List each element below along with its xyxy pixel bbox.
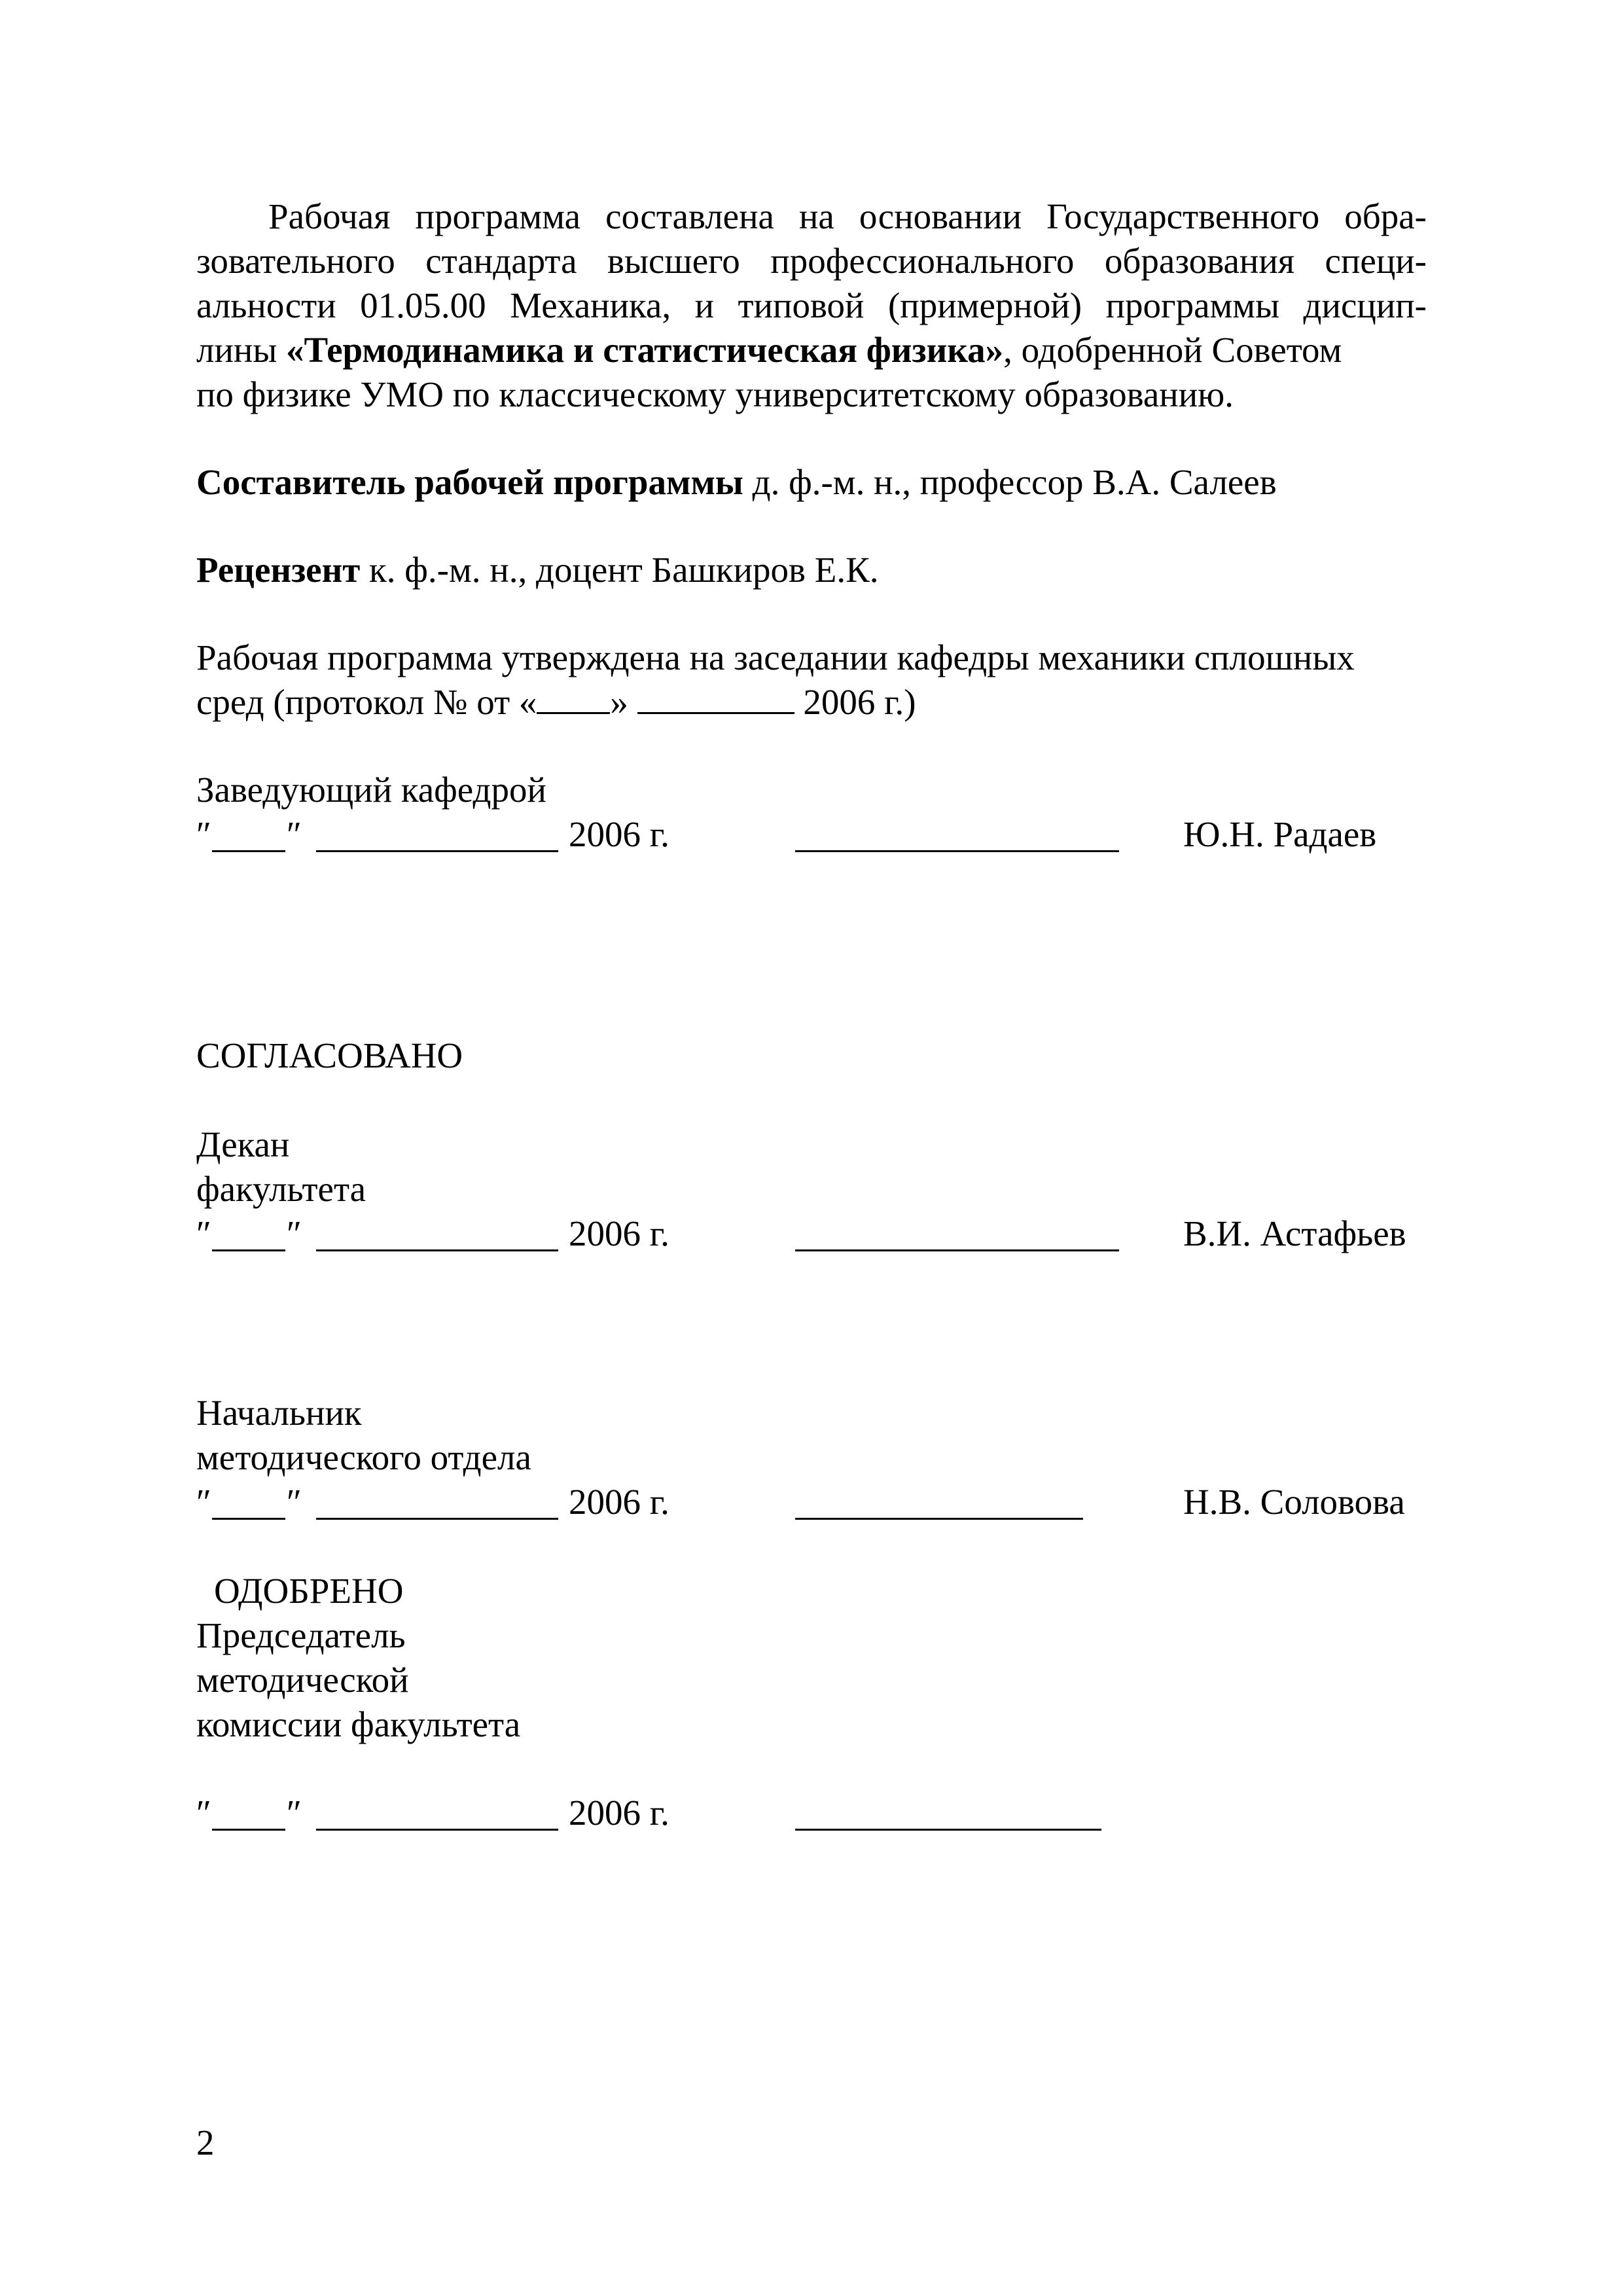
head-of-dept-name: Ю.Н. Радаев	[1183, 814, 1377, 854]
date-month-blank	[316, 1249, 558, 1251]
dean-title-line-2: факультета	[196, 1169, 366, 1209]
date-quote-close: ″	[287, 1482, 302, 1522]
approval-line-1: Рабочая программа утверждена на заседании кафедры механики сплошных	[196, 637, 1355, 677]
intro-line-3: альности 01.05.00 Механика, и типовой (примерной) программы дисцип-	[196, 285, 1427, 325]
intro-line-4-end: , одобренной Советом	[1003, 330, 1342, 370]
compiler-line	[196, 460, 1277, 505]
intro-line-4-start: лины «Термодинамика и статистическая физика», одобренной Советом	[196, 330, 1342, 370]
methods-head-title-line-1: Начальник	[196, 1393, 362, 1433]
approved-signature-row	[0, 1791, 1623, 1835]
dean-signature-row	[0, 1211, 1623, 1256]
date-day-blank	[212, 1518, 285, 1520]
signature-blank	[795, 850, 1119, 852]
intro-line-1: Рабочая программа составлена на основании Государственного обра-	[268, 196, 1427, 236]
date-year: 2006 г.	[569, 1482, 669, 1522]
methods-head-name: Н.В. Соловова	[1183, 1482, 1405, 1522]
approved-title-line-1: Председатель	[196, 1615, 406, 1655]
intro-line-5: по физике УМО по классическому университетскому образованию.	[196, 374, 1234, 414]
discipline-title: «Термодинамика и статистическая физика»	[286, 330, 1004, 370]
head-of-dept-signature-row	[0, 812, 1623, 857]
approved-title-line-3: комиссии факультета	[196, 1704, 521, 1744]
dean-title-line-1: Декан	[196, 1124, 290, 1164]
approval-line-2	[196, 680, 916, 725]
signature-blank	[795, 1518, 1083, 1520]
compiler-text: д. ф.-м. н., профессор В.А. Салеев	[743, 462, 1277, 502]
protocol-day-blank	[537, 681, 610, 714]
methods-head-signature-row	[0, 1480, 1623, 1524]
date-quote-open: ″	[196, 814, 211, 854]
approval-protocol-text: сред (протокол № от «	[196, 682, 537, 722]
methods-head-title-line-2: методического отдела	[196, 1437, 531, 1477]
date-month-blank	[316, 850, 558, 852]
signature-blank	[795, 1829, 1101, 1831]
date-day-blank	[212, 1829, 285, 1831]
dean-name: В.И. Астафьев	[1183, 1213, 1406, 1253]
page-number: 2	[196, 2123, 215, 2162]
head-of-dept-title: Заведующий кафедрой	[196, 770, 546, 810]
approved-title-line-2: методической	[196, 1660, 409, 1700]
date-day-blank	[212, 850, 285, 852]
intro-line-2: зовательного стандарта высшего профессионального образования специ-	[196, 241, 1427, 281]
approval-year: 2006 г.)	[803, 682, 916, 722]
date-year: 2006 г.	[569, 1213, 669, 1253]
date-day-blank	[212, 1249, 285, 1251]
approved-heading: ОДОБРЕНО	[214, 1571, 404, 1611]
intro-line-4	[196, 328, 1427, 372]
reviewer-line	[196, 548, 879, 592]
date-year: 2006 г.	[569, 1793, 669, 1833]
date-year: 2006 г.	[569, 814, 669, 854]
date-quote-open: ″	[196, 1482, 211, 1522]
date-quote-open: ″	[196, 1213, 211, 1253]
date-quote-close: ″	[287, 1213, 302, 1253]
compiler-label: Составитель рабочей программы	[196, 462, 743, 502]
date-quote-open: ″	[196, 1793, 211, 1833]
approval-quote-close: »	[610, 682, 628, 722]
date-month-blank	[316, 1518, 558, 1520]
protocol-month-blank	[637, 681, 794, 714]
agreed-heading: СОГЛАСОВАНО	[196, 1035, 463, 1075]
date-quote-close: ″	[287, 1793, 302, 1833]
date-quote-close: ″	[287, 814, 302, 854]
date-month-blank	[316, 1829, 558, 1831]
reviewer-text: к. ф.-м. н., доцент Башкиров Е.К.	[360, 550, 879, 590]
signature-blank	[795, 1249, 1119, 1251]
reviewer-label: Рецензент	[196, 550, 361, 590]
